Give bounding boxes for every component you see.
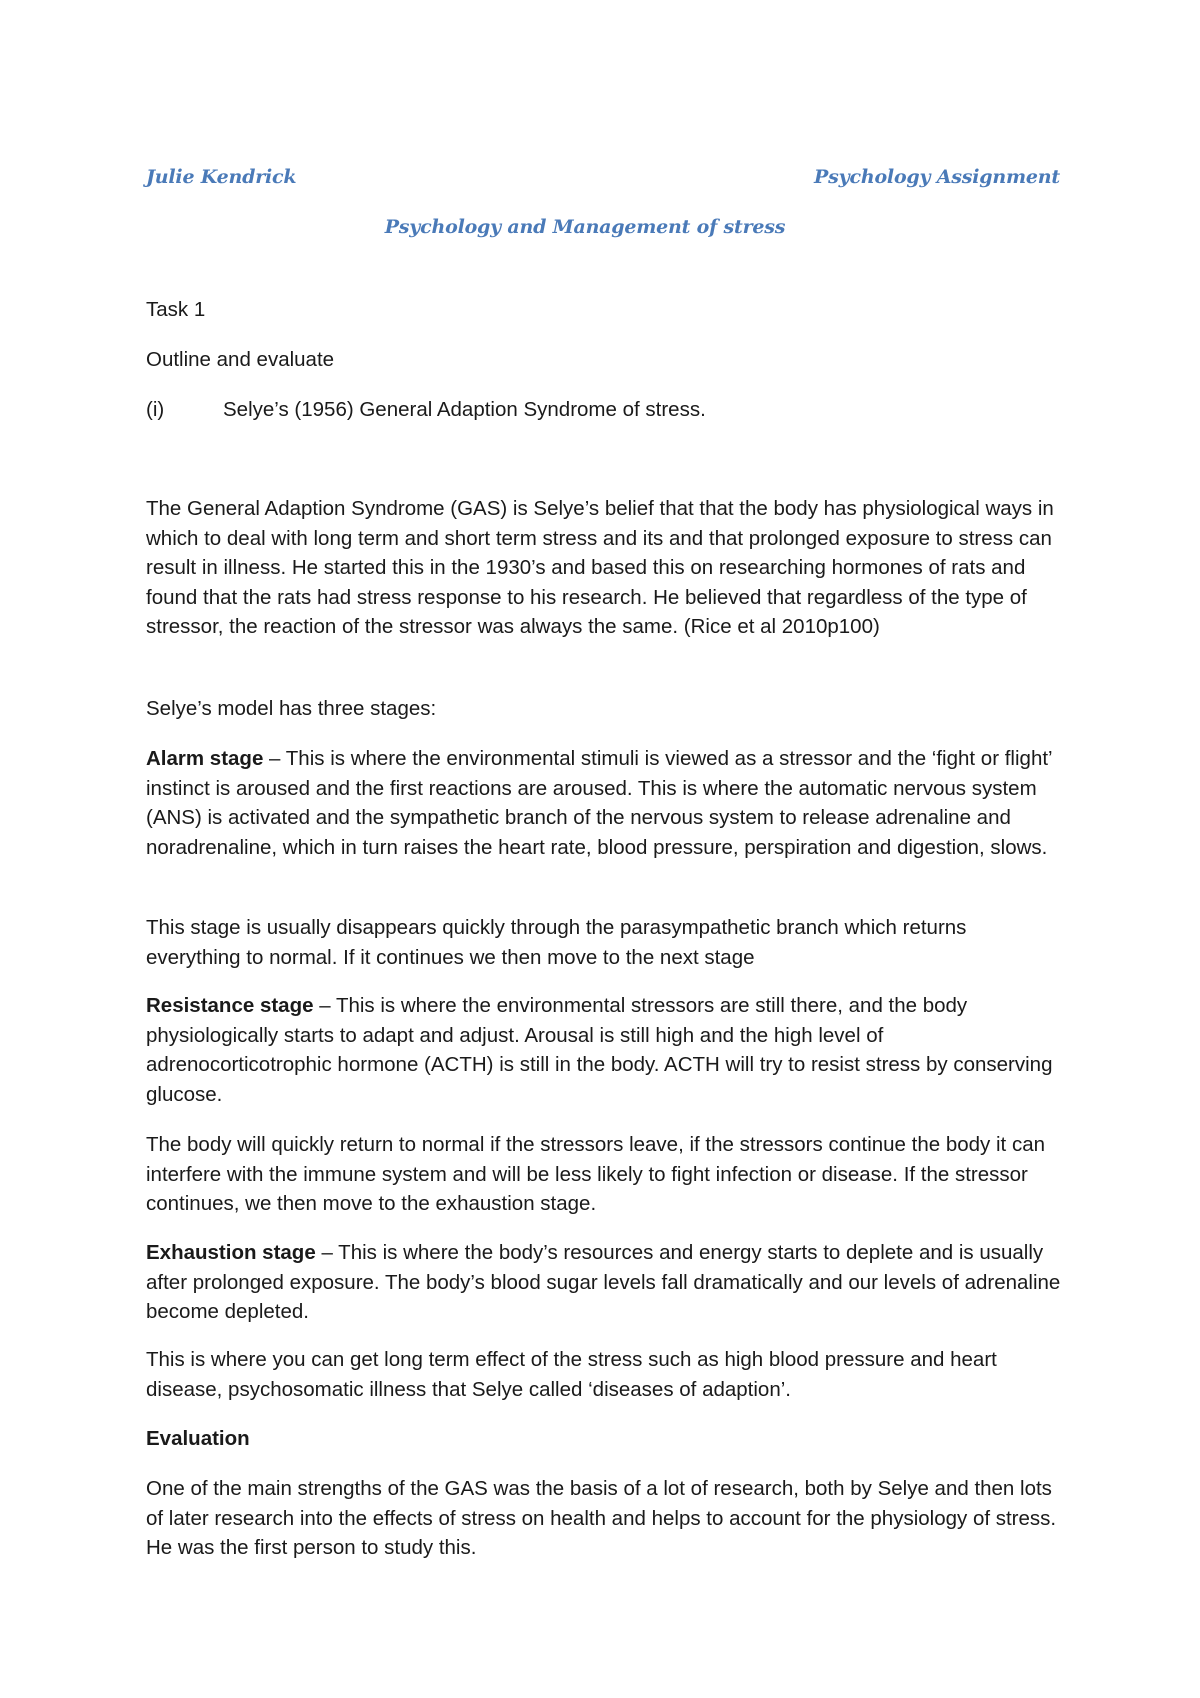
document-header bbox=[146, 166, 1060, 196]
alarm-stage-heading: Alarm stage bbox=[146, 747, 264, 770]
list-item-text: Selye’s (1956) General Adaption Syndrome of stress. bbox=[223, 398, 706, 421]
alarm-stage-paragraph bbox=[146, 744, 1066, 862]
stages-intro: Selye’s model has three stages: bbox=[146, 697, 437, 720]
evaluation-paragraph: One of the main strengths of the GAS was the basis of a lot of research, both by Selye and then lots of later research into the effects of stress on health and helps to account for the physiology of stress. He was the first person to study this. bbox=[146, 1477, 1057, 1559]
resistance-stage-heading: Resistance stage bbox=[146, 994, 314, 1017]
intro-paragraph: The General Adaption Syndrome (GAS) is Selye’s belief that that the body has physiological ways in which to deal with long term and short term stress and its and that prolonged exposure to stress can result in illness. He started this in the 1930’s and based this on researching hormones of rats and found that the rats had stress response to his research. He believed that regardless of the type of stressor, the reaction of the stressor was always the same. (Rice et al 2010p100) bbox=[146, 497, 1054, 638]
exhaustion-stage-heading: Exhaustion stage bbox=[146, 1241, 316, 1264]
document-title: Psychology and Management of stress bbox=[384, 216, 786, 238]
task-instruction: Outline and evaluate bbox=[146, 348, 335, 371]
list-item-marker: (i) bbox=[146, 398, 165, 421]
exhaustion-stage-paragraph bbox=[146, 1238, 1066, 1327]
resistance-stage-paragraph bbox=[146, 991, 1066, 1109]
resistance-followup-paragraph: The body will quickly return to normal if the stressors leave, if the stressors continue the body it can interfere with the immune system and will be less likely to fight infection or disease. If the stressor continues, we then move to the exhaustion stage. bbox=[146, 1133, 1045, 1215]
exhaustion-stage-text: – This is where the body’s resources and energy starts to deplete and is usually after prolonged exposure. The body’s blood sugar levels fall dramatically and our levels of adrenaline become depleted. bbox=[146, 1241, 1061, 1323]
exhaustion-followup-paragraph: This is where you can get long term effect of the stress such as high blood pressure and heart disease, psychosomatic illness that Selye called ‘diseases of adaption’. bbox=[146, 1348, 997, 1401]
resistance-stage-text: – This is where the environmental stressors are still there, and the body physiologically starts to adapt and adjust. Arousal is still high and the high level of adrenocorticotrophic hormone (ACTH) is still in the body. ACTH will try to resist stress by conserving glucose. bbox=[146, 994, 1053, 1106]
evaluation-heading: Evaluation bbox=[146, 1427, 250, 1450]
task-label: Task 1 bbox=[146, 298, 206, 321]
author-name: Julie Kendrick bbox=[146, 166, 297, 188]
alarm-followup-paragraph: This stage is usually disappears quickly through the parasympathetic branch which returns everything to normal. If it continues we then move to the next stage bbox=[146, 916, 967, 969]
alarm-stage-text: – This is where the environmental stimuli is viewed as a stressor and the ‘fight or flight’ instinct is aroused and the first reactions are aroused. This is where the automatic nervous system (ANS) is activated and the sympathetic branch of the nervous system to release adrenaline and noradrenaline, which in turn raises the heart rate, blood pressure, perspiration and digestion, slows. bbox=[146, 747, 1052, 859]
assignment-label: Psychology Assignment bbox=[814, 166, 1060, 188]
